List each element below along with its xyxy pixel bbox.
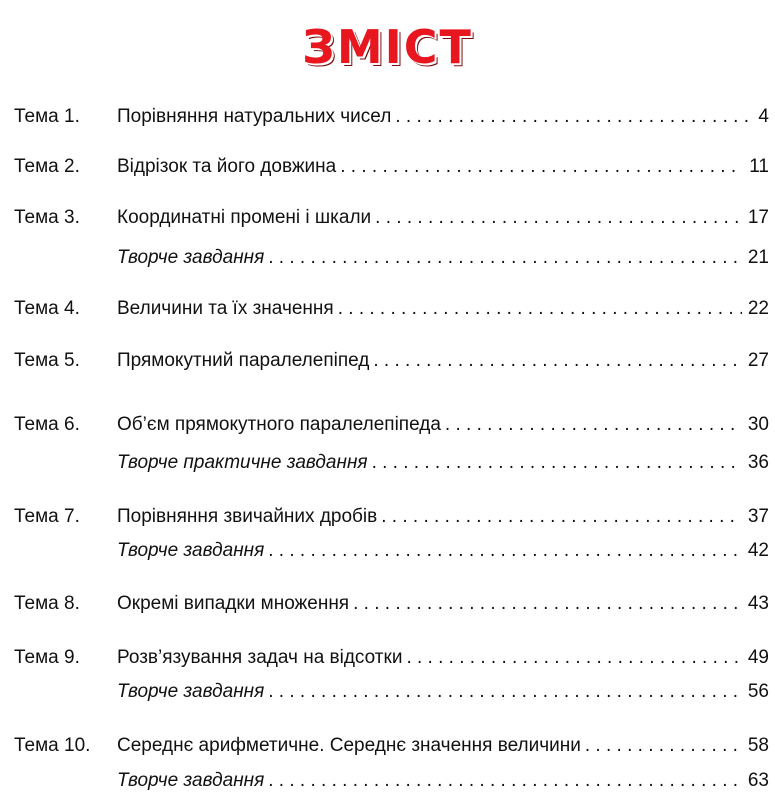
page-number: 58	[747, 735, 769, 756]
entry-title: Творче практичне завдання	[117, 452, 368, 473]
dot-leader	[268, 245, 742, 271]
topic-number: Тема 10.	[14, 735, 91, 756]
page-number: 17	[747, 207, 769, 228]
toc-entry	[0, 296, 775, 322]
entry-title: Порівняння звичайних дробів	[117, 506, 378, 527]
toc-entry	[0, 733, 775, 759]
toc-entry	[0, 245, 775, 271]
dot-leader	[268, 538, 742, 564]
dot-leader	[395, 104, 752, 130]
topic-number: Тема 1.	[14, 106, 80, 127]
dot-leader	[585, 733, 742, 759]
toc-entry	[0, 679, 775, 705]
topic-number: Тема 4.	[14, 298, 80, 319]
toc-entry	[0, 450, 775, 476]
dot-leader	[338, 296, 742, 322]
page-number: 36	[747, 452, 769, 473]
page-number: 49	[747, 647, 769, 668]
dot-leader	[375, 205, 742, 231]
page-number: 37	[747, 506, 769, 527]
page-title: ЗМІСТ	[302, 20, 473, 74]
dot-leader	[340, 154, 743, 180]
page-number: 42	[747, 540, 769, 561]
dot-leader	[268, 768, 742, 794]
page-number: 63	[747, 770, 769, 791]
entry-title: Розв’язування задач на відсотки	[117, 647, 403, 668]
toc-entry	[0, 348, 775, 374]
entry-title: Координатні промені і шкали	[117, 207, 372, 228]
page-number: 27	[747, 350, 769, 371]
entry-title: Прямокутний паралелепіпед	[117, 350, 370, 371]
entry-title: Об’єм прямокутного паралелепіпеда	[117, 414, 441, 435]
page-number: 22	[747, 298, 769, 319]
toc-entry	[0, 205, 775, 231]
entry-title: Порівняння натуральних чисел	[117, 106, 392, 127]
dot-leader	[406, 645, 741, 671]
page-number: 21	[747, 247, 769, 268]
toc-entry	[0, 768, 775, 794]
page-number: 56	[747, 681, 769, 702]
dot-leader	[381, 504, 742, 530]
entry-title: Творче завдання	[117, 770, 265, 791]
entry-title: Творче завдання	[117, 681, 265, 702]
topic-number: Тема 6.	[14, 414, 80, 435]
entry-title: Відрізок та його довжина	[117, 156, 337, 177]
toc-entry	[0, 591, 775, 617]
page-number: 4	[758, 106, 769, 127]
page-number: 30	[747, 414, 769, 435]
toc-entry	[0, 645, 775, 671]
topic-number: Тема 8.	[14, 593, 80, 614]
entry-title: Середнє арифметичне. Середнє значення величини	[117, 735, 581, 756]
dot-leader	[353, 591, 742, 617]
dot-leader	[372, 450, 742, 476]
entry-title: Окремі випадки множення	[117, 593, 350, 614]
toc-entry	[0, 412, 775, 438]
toc-entry	[0, 504, 775, 530]
topic-number: Тема 5.	[14, 350, 80, 371]
entry-title: Творче завдання	[117, 247, 265, 268]
entry-title: Творче завдання	[117, 540, 265, 561]
dot-leader	[373, 348, 742, 374]
toc-entry	[0, 104, 775, 130]
topic-number: Тема 2.	[14, 156, 80, 177]
toc-entry	[0, 154, 775, 180]
page-number: 11	[749, 156, 769, 177]
dot-leader	[268, 679, 742, 705]
dot-leader	[445, 412, 742, 438]
topic-number: Тема 9.	[14, 647, 80, 668]
entry-title: Величини та їх значення	[117, 298, 334, 319]
topic-number: Тема 7.	[14, 506, 80, 527]
toc-entry	[0, 538, 775, 564]
page-number: 43	[747, 593, 769, 614]
topic-number: Тема 3.	[14, 207, 80, 228]
